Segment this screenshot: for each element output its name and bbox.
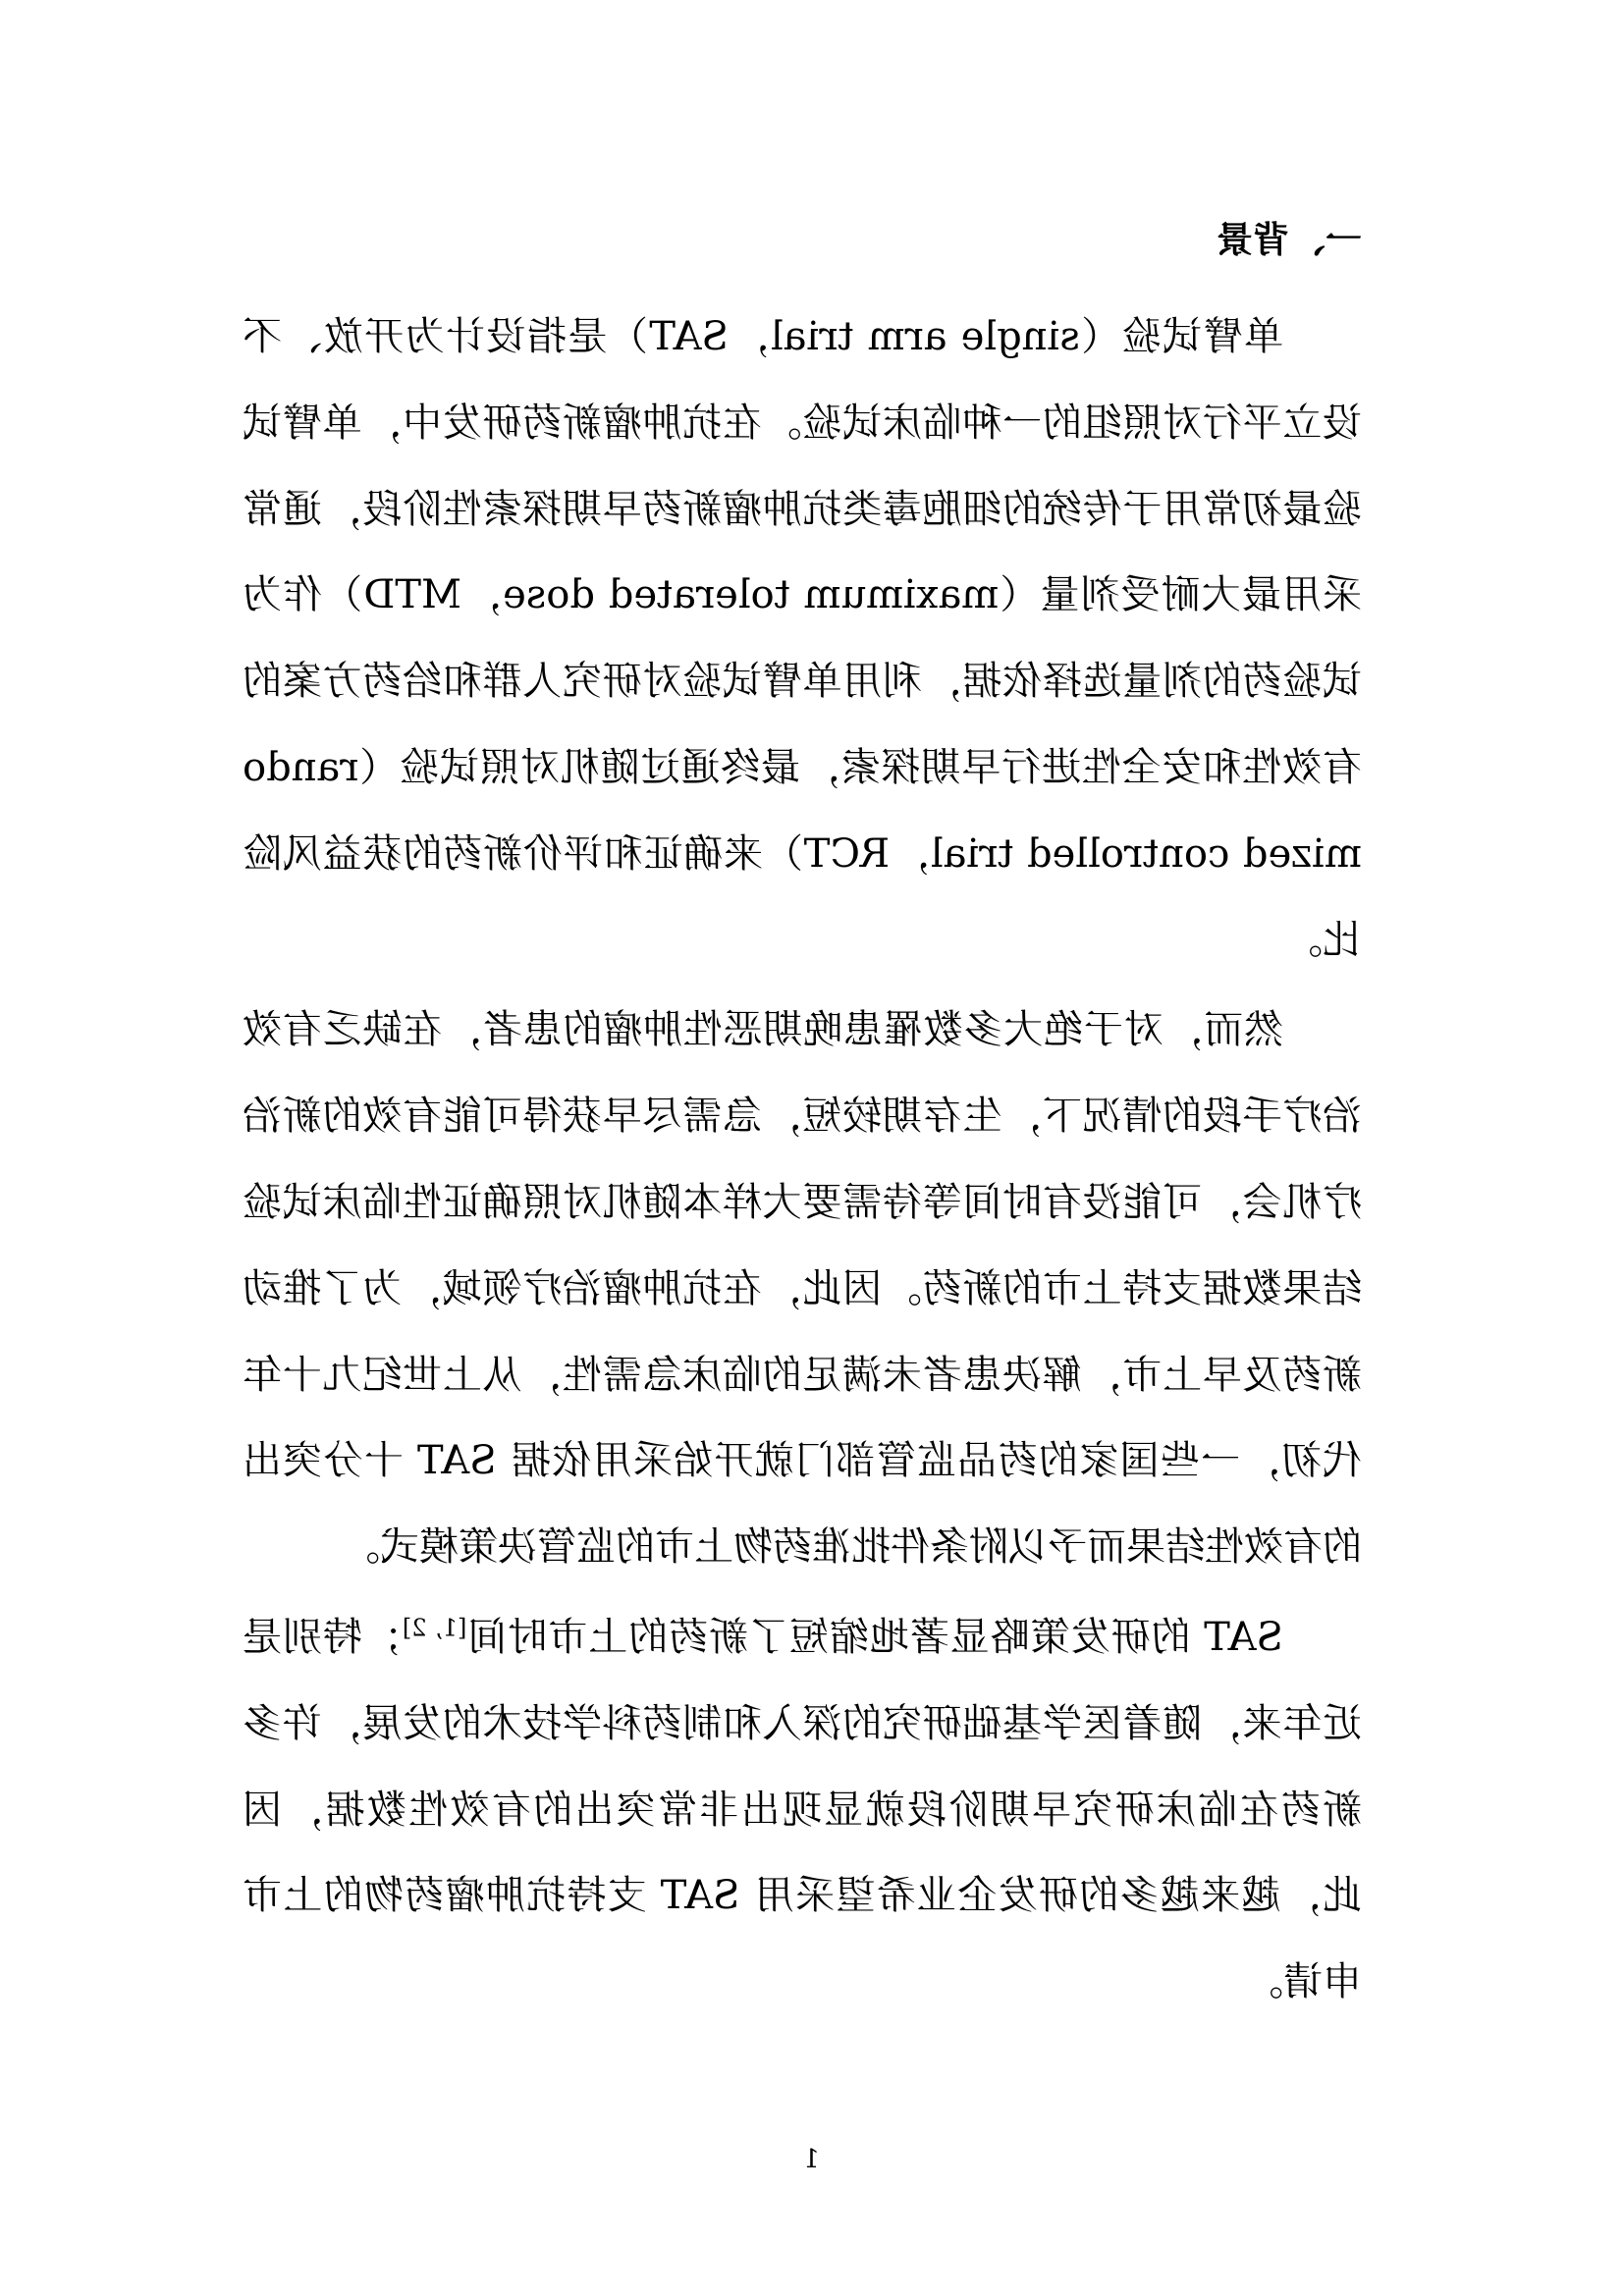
section-heading: 一、背景 — [1217, 218, 1362, 261]
paragraph-3-text-after: ；特别是近年来，随着医学基础研究的深入和制药科学技术的发展，许多新药在临床研究早期阶段就显现出非常突出的有效性数据，因此，越来越多的研发企业希望采用 SAT 支持抗肿瘤药物的上市申请。 — [242, 1614, 1362, 2005]
paragraph-2: 然而，对于绝大多数罹患晚期恶性肿瘤的患者，在缺乏有效治疗手段的情况下，生存期较短，急需尽早获得可能有效的新治疗机会，可能没有时间等待需要大样本随机对照确证性临床试验结果数据支持上市的新药。因此，在抗肿瘤治疗领域，为了推动新药及早上市，解决患者未满足的临床急需性，从上世纪九十年代初，一些国家的药品监管部门就开始采用依据 SAT 十分突出的有效性结果而予以附条件批准药物上市的监管决策模式。 — [243, 1007, 1362, 1571]
paragraph-3 — [243, 1595, 1362, 2026]
body-text — [243, 294, 1362, 2030]
citation-reference: [1, 2] — [402, 1614, 467, 1642]
page-number: 1 — [803, 2145, 820, 2174]
paragraph-1: 单臂试验（single arm trial，SAT）是指设计为开放、不设立平行对照组的一种临床试验。在抗肿瘤新药研发中，单臂试验最初常用于传统的细胞毒类抗肿瘤新药早期探索性阶段，通常采用最大耐受剂量（maximum tolerated dose，MTD）作为试验药的剂量选择依据，利用单臂试验对研究人群和给药方案的有效性和安全性进行早期探索，最终通过随机对照试验（randomized controlled trial，RCT）来确证和评价新药的获益风险比。 — [243, 314, 1362, 963]
paragraph-3-text-before: SAT 的研发策略显著地缩短了新药的上市时间 — [466, 1614, 1283, 1660]
